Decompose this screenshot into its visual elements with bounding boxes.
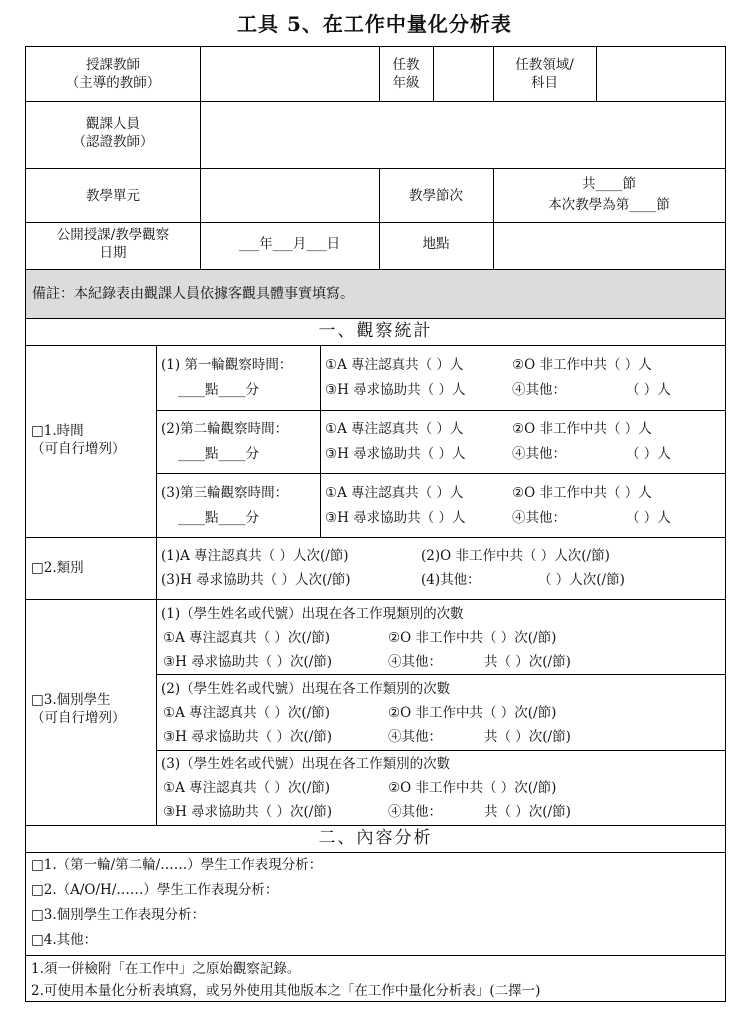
section1-title: 一、觀察統計: [318, 321, 433, 341]
student-1-a: ①A 專注認真共（ ）次(/節): [163, 630, 331, 646]
student-2-other: ④其他：: [388, 729, 442, 745]
round-3-time[interactable]: ____點____分: [178, 510, 259, 526]
student-1-other-count: 共（ ）次(/節): [484, 654, 571, 670]
student-1-title: (1)（學生姓名或代號）出現在各工作現類別的次數: [161, 606, 464, 622]
footer-note-2: 2.可使用本量化分析表填寫，或另外使用其他版本之「在工作中量化分析表」(二擇一): [31, 983, 541, 999]
round-2-a: ①A 專注認真共（ ）人: [325, 421, 464, 437]
category-a: (1)A 專注認真共（ ）人次(/節): [161, 548, 349, 564]
student-3-o: ②O 非工作中共（ ）次(/節): [388, 780, 557, 796]
round-1-h: ③H 尋求協助共（ ）人: [325, 382, 466, 398]
round-2-other-count: （ ）人: [626, 446, 671, 462]
category-o: (2)O 非工作中共（ ）人次(/節): [421, 548, 610, 564]
observer-label: 觀課人員 （認證教師）: [72, 116, 154, 150]
form-frame: [25, 46, 726, 1002]
analysis-item-3[interactable]: □3.個別學生工作表現分析：: [31, 907, 206, 923]
period-label: 教學節次: [409, 188, 463, 204]
student-1-h: ③H 尋求協助共（ ）次(/節): [163, 654, 333, 670]
round-2-other: ④其他：: [512, 446, 566, 462]
individual-checkbox-label[interactable]: □3.個別學生 （可自行增列）: [31, 692, 126, 726]
round-2-title: (2)第二輪觀察時間：: [161, 421, 289, 437]
grade-field[interactable]: [434, 47, 493, 101]
student-3-a: ①A 專注認真共（ ）次(/節): [163, 780, 331, 796]
category-other: (4)其他：: [421, 572, 481, 588]
student-2-a: ①A 專注認真共（ ）次(/節): [163, 705, 331, 721]
period-current[interactable]: 本次教學為第____節: [548, 197, 670, 213]
footer-note-1: 1.須一併檢附「在工作中」之原始觀察記錄。: [31, 961, 301, 977]
student-2-o: ②O 非工作中共（ ）次(/節): [388, 705, 557, 721]
round-1-time[interactable]: ____點____分: [178, 382, 259, 398]
section2-title: 二、內容分析: [318, 828, 433, 848]
student-3-other-count: 共（ ）次(/節): [484, 804, 571, 820]
round-3-o: ②O 非工作中共（ ）人: [512, 485, 652, 501]
round-1-other-count: （ ）人: [626, 382, 671, 398]
student-3-title: (3)（學生姓名或代號）出現在各工作類別的次數: [161, 756, 451, 772]
category-other-count: （ ）人次(/節): [538, 572, 625, 588]
domain-label: 任教領域/ 科目: [515, 57, 574, 91]
student-3-h: ③H 尋求協助共（ ）次(/節): [163, 804, 333, 820]
round-3-other-count: （ ）人: [626, 510, 671, 526]
round-3-a: ①A 專注認真共（ ）人: [325, 485, 464, 501]
round-3-h: ③H 尋求協助共（ ）人: [325, 510, 466, 526]
date-label: 公開授課/教學觀察 日期: [56, 227, 170, 261]
student-2-h: ③H 尋求協助共（ ）次(/節): [163, 729, 333, 745]
analysis-item-4[interactable]: □4.其他：: [31, 932, 98, 948]
observer-field[interactable]: [201, 102, 725, 168]
period-total[interactable]: 共____節: [582, 176, 636, 192]
grade-label: 任教 年級: [392, 57, 420, 91]
time-checkbox-label[interactable]: □1.時間 （可自行增列）: [31, 423, 126, 457]
form-title: 工具 5、在工作中量化分析表: [237, 12, 512, 36]
place-field[interactable]: [494, 223, 725, 269]
round-1-other: ④其他：: [512, 382, 566, 398]
student-2-title: (2)（學生姓名或代號）出現在各工作類別的次數: [161, 681, 451, 697]
teacher-label: 授課教師 （主導的教師）: [65, 57, 161, 91]
round-2-o: ②O 非工作中共（ ）人: [512, 421, 652, 437]
round-1-a: ①A 專注認真共（ ）人: [325, 357, 464, 373]
unit-label: 教學單元: [86, 188, 140, 204]
analysis-item-1[interactable]: □1.（第一輪/第二輪/……）學生工作表現分析：: [31, 857, 323, 873]
round-3-title: (3)第三輪觀察時間：: [161, 485, 289, 501]
note-text: 備註：本紀錄表由觀課人員依據客觀具體事實填寫。: [32, 286, 354, 302]
date-field[interactable]: ___年___月___日: [238, 236, 341, 252]
student-3-other: ④其他：: [388, 804, 442, 820]
category-checkbox-label[interactable]: □2.類別: [31, 560, 84, 576]
round-1-title: (1) 第一輪觀察時間：: [161, 357, 293, 373]
category-h: (3)H 尋求協助共（ ）人次(/節): [161, 572, 351, 588]
student-2-other-count: 共（ ）次(/節): [484, 729, 571, 745]
round-2-h: ③H 尋求協助共（ ）人: [325, 446, 466, 462]
round-3-other: ④其他：: [512, 510, 566, 526]
teacher-field[interactable]: [201, 47, 379, 101]
analysis-item-2[interactable]: □2.（A/O/H/……）學生工作表現分析：: [31, 882, 279, 898]
place-label: 地點: [422, 236, 450, 252]
unit-field[interactable]: [201, 169, 379, 222]
domain-field[interactable]: [597, 47, 725, 101]
student-1-other: ④其他：: [388, 654, 442, 670]
student-1-o: ②O 非工作中共（ ）次(/節): [388, 630, 557, 646]
round-2-time[interactable]: ____點____分: [178, 446, 259, 462]
round-1-o: ②O 非工作中共（ ）人: [512, 357, 652, 373]
